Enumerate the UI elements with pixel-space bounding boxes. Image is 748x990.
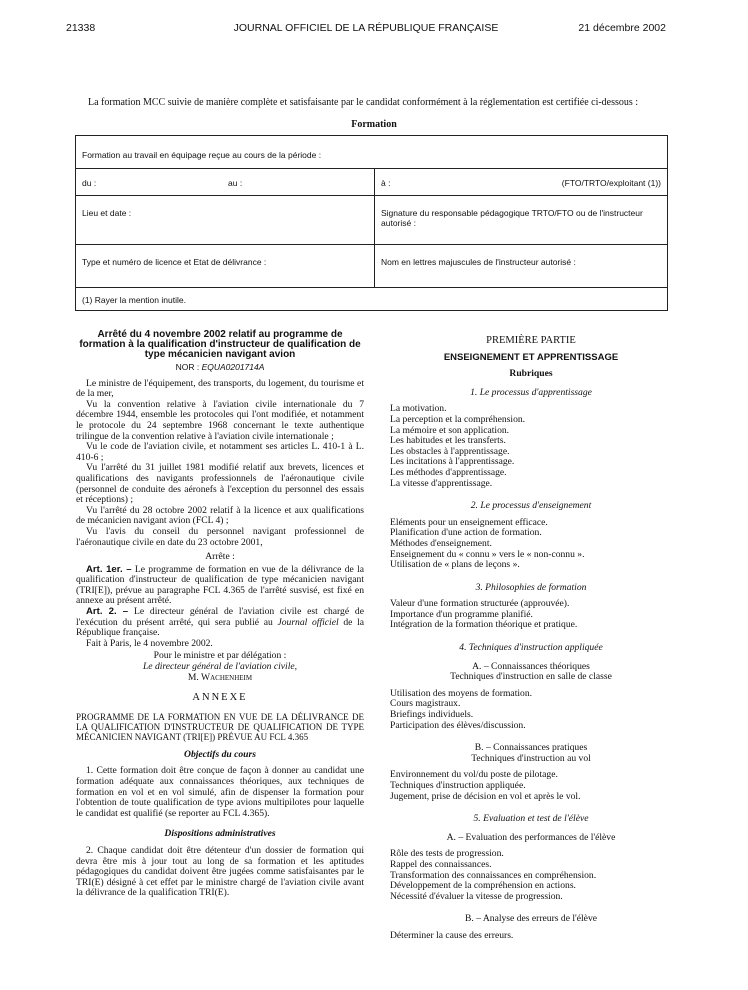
list-item: Planification d'une action de formation. bbox=[390, 527, 542, 539]
nor-reference: NOR : EQUA0201714A bbox=[175, 362, 265, 372]
section-heading: 5. Evaluation et test de l'élève bbox=[473, 813, 589, 825]
part-heading: PREMIÈRE PARTIE bbox=[486, 335, 576, 346]
list-item: Enseignement du « connu » vers le « non-connu ». bbox=[390, 548, 585, 560]
section-list bbox=[390, 518, 672, 571]
list-item: Briefings individuels. bbox=[390, 709, 474, 721]
dispositions-heading: Dispositions administratives bbox=[164, 828, 276, 840]
fto-label: (FTO/TRTO/exploitant (1)) bbox=[561, 178, 661, 188]
objectifs-heading: Objectifs du cours bbox=[184, 748, 256, 760]
form-divider bbox=[374, 245, 375, 287]
intro-text: La formation MCC suivie de manière complète et satisfaisante par le candidat conformément à la réglementation est certifiée ci-dessous : bbox=[88, 97, 639, 108]
signatory-name: M. Wachenheim bbox=[187, 671, 253, 683]
section-list bbox=[390, 770, 672, 802]
a-label: à : bbox=[381, 178, 391, 188]
section-heading: 2. Le processus d'enseignement bbox=[470, 500, 592, 512]
signature-label: Signature du responsable pédagogique TRTO/FTO ou de l'instructeur autorisé : bbox=[381, 208, 643, 228]
list-item: Nécessité d'évaluer la vitesse de progression. bbox=[390, 890, 563, 902]
licence-label: Type et numéro de licence et Etat de délivrance : bbox=[82, 257, 267, 267]
list-item: Développement de la compréhension en actions. bbox=[390, 880, 576, 892]
list-item: Rôle des tests de progression. bbox=[390, 848, 504, 860]
list-item: Participation des élèves/discussion. bbox=[390, 719, 526, 731]
list-item: Les obstacles à l'apprentissage. bbox=[390, 445, 510, 457]
paragraph: Vu la convention relative à l'aviation civile internationale du 7 décembre 1944, ensemble les protocoles qui l'ont modifiée, et notamment le protocole du 24 septembre 1968 concernant le texte authentique trilingue de la convention relative à l'aviation civile internationale ; bbox=[76, 398, 364, 442]
section-list bbox=[390, 599, 672, 631]
form-row-lieu bbox=[76, 196, 667, 245]
form-title: Formation bbox=[351, 119, 397, 130]
section-list bbox=[390, 849, 672, 902]
list-item: Cours magistraux. bbox=[390, 698, 461, 710]
subsection-heading: B. – Analyse des erreurs de l'élève bbox=[465, 913, 597, 925]
du-label: du : bbox=[82, 178, 97, 188]
list-item: La motivation. bbox=[390, 403, 447, 415]
signature-line: Pour le ministre et par délégation : bbox=[153, 650, 287, 662]
list-item: Les méthodes d'apprentissage. bbox=[390, 466, 507, 478]
section-heading: 4. Techniques d'instruction appliquée bbox=[459, 642, 603, 654]
list-item: Eléments pour un enseignement efficace. bbox=[390, 516, 548, 528]
right-column bbox=[390, 330, 672, 942]
list-item: Utilisation de « plans de leçons ». bbox=[390, 559, 520, 571]
au-label: au : bbox=[228, 178, 243, 188]
section-list bbox=[390, 931, 672, 942]
section-heading: 3. Philosophies de formation bbox=[475, 581, 587, 593]
rubriques-heading: Rubriques bbox=[509, 368, 553, 380]
form-divider bbox=[374, 196, 375, 244]
objectifs-text: 1. Cette formation doit être conçue de façon à donner au candidat une formation adéquate aux connaissances théoriques, aux techniques de formation en vol et en vol simulé, afin de dispenser la formation pour l'obtention de toute qualification de type avions multipilotes pour laquelle le candidat est qualifié (se reporter au FCL 4.365). bbox=[76, 765, 364, 819]
page-header bbox=[66, 22, 666, 36]
journal-title: JOURNAL OFFICIEL DE LA RÉPUBLIQUE FRANÇAISE bbox=[233, 22, 499, 34]
instructor-name-label: Nom en lettres majuscules de l'instructeur autorisé : bbox=[381, 257, 576, 267]
subsection-heading: A. – Evaluation des performances de l'élève bbox=[446, 831, 616, 843]
part-title: ENSEIGNEMENT ET APPRENTISSAGE bbox=[443, 351, 619, 363]
page-number: 21338 bbox=[66, 22, 96, 34]
list-item: Intégration de la formation théorique et pratique. bbox=[390, 619, 578, 631]
footnote: (1) Rayer la mention inutile. bbox=[82, 295, 186, 305]
list-item: Valeur d'une formation structurée (approuvée). bbox=[390, 598, 570, 610]
section-list bbox=[390, 404, 672, 489]
form-divider bbox=[374, 169, 375, 195]
form-row-dates bbox=[76, 169, 667, 196]
list-item: Jugement, prise de décision en vol et après le vol. bbox=[390, 790, 581, 802]
form-row-period bbox=[76, 136, 667, 169]
list-item: Méthodes d'enseignement. bbox=[390, 537, 492, 549]
article-2: Art. 2. – Le directeur général de l'aviation civile est chargé de l'exécution du présent arrêté, qui sera publié au Journal officiel de la République française. bbox=[76, 606, 365, 639]
list-item: Importance d'un programme planifié. bbox=[390, 608, 533, 620]
section-list bbox=[390, 689, 672, 731]
subsection-subheading: Techniques d'instruction en salle de classe bbox=[450, 671, 612, 683]
dispositions-text: 2. Chaque candidat doit être détenteur d'un dossier de formation qui devra être mis à jour tout au long de sa formation et les aptitudes pédagogiques du candidat doivent être jugées comme satisfaisantes par le TRI(E) désigné à cet effet par le ministre chargé de l'aviation civile avant la délivrance de la qualification TRI(E). bbox=[76, 844, 364, 899]
section-heading: 1. Le processus d'apprentissage bbox=[470, 386, 592, 398]
list-item: La perception et la compréhension. bbox=[390, 413, 526, 425]
training-form bbox=[75, 135, 668, 311]
list-item: Déterminer la cause des erreurs. bbox=[390, 929, 514, 941]
decree-title: Arrêté du 4 novembre 2002 relatif au programme de formation à la qualification d'instructeur de qualification de type mécanicien navigant avion bbox=[79, 329, 361, 360]
fait-a-paris: Fait à Paris, le 4 novembre 2002. bbox=[86, 637, 213, 649]
subsection-heading: B. – Connaissances pratiques bbox=[474, 742, 588, 754]
list-item: Transformation des connaissances en compréhension. bbox=[390, 869, 597, 881]
subsection-subheading: Techniques d'instruction au vol bbox=[471, 752, 591, 764]
list-item: Les habitudes et les transferts. bbox=[390, 435, 506, 447]
list-item: La vitesse d'apprentissage. bbox=[390, 477, 493, 489]
paragraph: Vu l'avis du conseil du personnel navigant professionnel de l'aéronautique civile en date du 23 octobre 2001, bbox=[76, 525, 364, 548]
publication-date: 21 décembre 2002 bbox=[578, 22, 666, 34]
list-item: Rappel des connaissances. bbox=[390, 858, 492, 870]
list-item: Les incitations à l'apprentissage. bbox=[390, 456, 515, 468]
form-row-footnote bbox=[76, 288, 667, 310]
paragraph: Vu l'arrêté du 28 octobre 2002 relatif à la licence et aux qualifications de mécanicien navigant avion (FCL 4) ; bbox=[76, 504, 364, 527]
list-item: Techniques d'instruction appliquée. bbox=[390, 780, 526, 791]
signature-line: Le directeur général de l'aviation civile, bbox=[142, 661, 298, 673]
list-item: Environnement du vol/du poste de pilotage. bbox=[390, 769, 558, 781]
paragraph: Vu le code de l'aviation civile, et notamment ses articles L. 410-1 à L. 410-6 ; bbox=[76, 441, 364, 463]
subsection-heading: A. – Connaissances théoriques bbox=[472, 660, 590, 672]
annexe-heading: ANNEXE bbox=[192, 692, 248, 704]
list-item: La mémoire et son application. bbox=[390, 424, 510, 436]
nor-code: EQUA0201714A bbox=[201, 362, 265, 372]
lieu-date-label: Lieu et date : bbox=[82, 208, 132, 218]
programme-title: PROGRAMME DE LA FORMATION EN VUE DE LA DÉLIVRANCE DE LA QUALIFICATION D'INSTRUCTEUR DE QUALIFICATION DE TYPE MÉCANICIEN NAVIGANT (TRI[E]) PRÉVUE AU FCL 4.365 bbox=[76, 711, 364, 742]
paragraph: Le ministre de l'équipement, des transports, du logement, du tourisme et de la mer, bbox=[76, 377, 364, 400]
form-row-licence bbox=[76, 245, 667, 288]
period-label: Formation au travail en équipage reçue au cours de la période : bbox=[82, 150, 322, 160]
left-column bbox=[76, 330, 364, 899]
paragraph: Vu l'arrêté du 31 juillet 1981 modifié relatif aux brevets, licences et qualifications des navigants professionnels de l'aéronautique civile (personnel de conduite des aéronefs à l'exception du personnel des essais et réceptions) ; bbox=[76, 462, 364, 506]
list-item: Utilisation des moyens de formation. bbox=[390, 687, 533, 699]
arrete-heading: Arrête : bbox=[205, 551, 235, 563]
article-1: Art. 1er. – Le programme de formation en vue de la délivrance de la qualification d'instructeur de qualification de type mécanicien navigant (TRI[E]), prévue au paragraphe FCL 4.365 de l'arrêté susvisé, est fixé en annexe au présent arrêté. bbox=[76, 563, 364, 607]
